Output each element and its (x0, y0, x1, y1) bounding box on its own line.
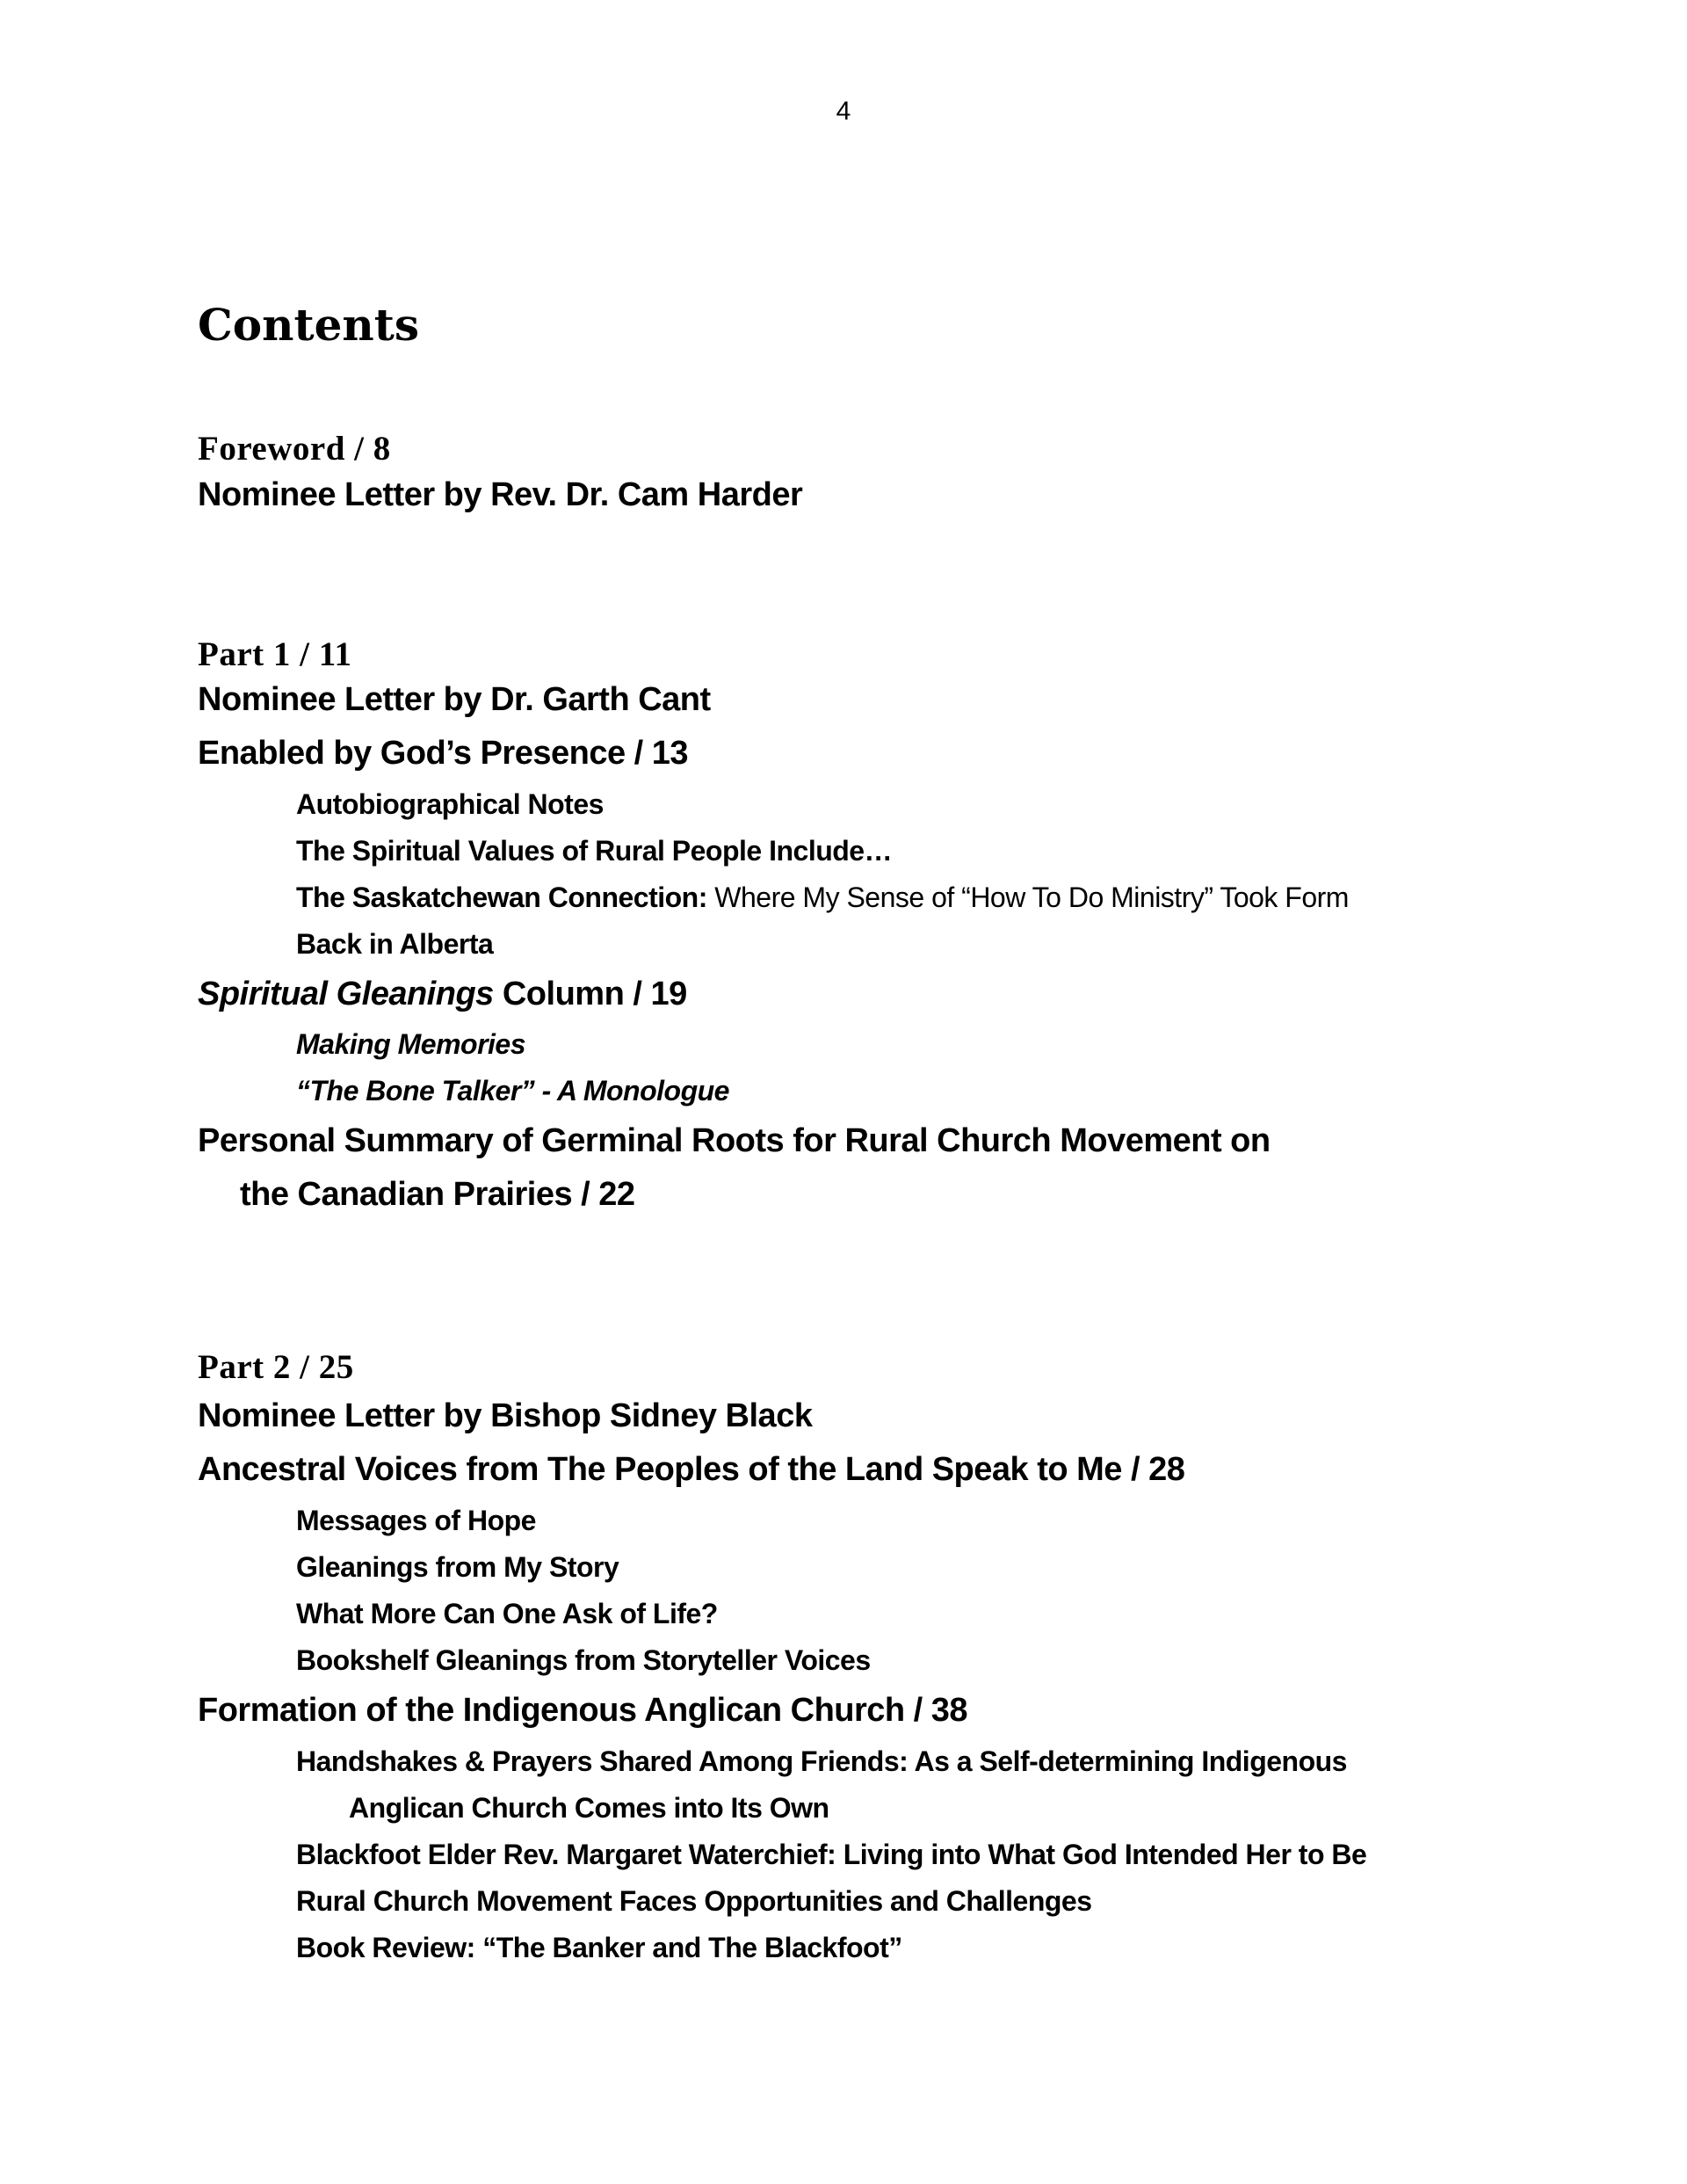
toc-subentry: Back in Alberta (296, 928, 494, 960)
toc-entry: Ancestral Voices from The Peoples of the Land Speak to Me / 28 (198, 1451, 1185, 1488)
column-title-italic: Spiritual Gleanings (198, 976, 494, 1012)
toc-entry: Nominee Letter by Bishop Sidney Black (198, 1397, 813, 1434)
toc-entry: Enabled by God’s Presence / 13 (198, 735, 689, 772)
part2-label: Part 2 / 25 (198, 1348, 354, 1386)
toc-subentry: Bookshelf Gleanings from Storyteller Voices (296, 1644, 871, 1676)
toc-entry: Formation of the Indigenous Anglican Church / 38 (198, 1692, 968, 1729)
toc-subentry: Autobiographical Notes (296, 788, 604, 820)
toc-subentry: What More Can One Ask of Life? (296, 1598, 718, 1629)
part1-label: Part 1 / 11 (198, 635, 352, 673)
toc-entry: Personal Summary of Germinal Roots for Rural Church Movement on (198, 1122, 1271, 1159)
page-number: 4 (836, 97, 851, 126)
toc-subentry-lead: The Saskatchewan Connection: (296, 882, 707, 913)
foreword-label: Foreword / 8 (198, 430, 391, 468)
toc-subentry: Rural Church Movement Faces Opportunities and Challenges (296, 1885, 1092, 1917)
toc-entry: Nominee Letter by Rev. Dr. Cam Harder (198, 476, 803, 513)
column-title-rest: Column / 19 (493, 976, 687, 1012)
contents-heading: Contents (198, 299, 420, 351)
toc-entry (198, 976, 687, 1013)
toc-subentry: Making Memories (296, 1028, 526, 1060)
toc-subentry-tail: Where My Sense of “How To Do Ministry” Took Form (714, 882, 1349, 913)
toc-entry-continued: the Canadian Prairies / 22 (240, 1176, 635, 1213)
toc-subentry: Blackfoot Elder Rev. Margaret Waterchief: Living into What God Intended Her to Be (296, 1839, 1367, 1870)
toc-subentry (296, 882, 1349, 914)
toc-subentry: The Spiritual Values of Rural People Include… (296, 835, 893, 867)
toc-subentry: “The Bone Talker” - A Monologue (296, 1075, 729, 1107)
toc-subentry: Book Review: “The Banker and The Blackfoot” (296, 1932, 902, 1963)
toc-subentry: Handshakes & Prayers Shared Among Friends: As a Self-determining Indigenous (296, 1745, 1347, 1777)
toc-subentry: Messages of Hope (296, 1505, 536, 1536)
toc-entry: Nominee Letter by Dr. Garth Cant (198, 681, 711, 718)
toc-subentry-continued: Anglican Church Comes into Its Own (349, 1792, 829, 1824)
toc-subentry: Gleanings from My Story (296, 1551, 619, 1583)
